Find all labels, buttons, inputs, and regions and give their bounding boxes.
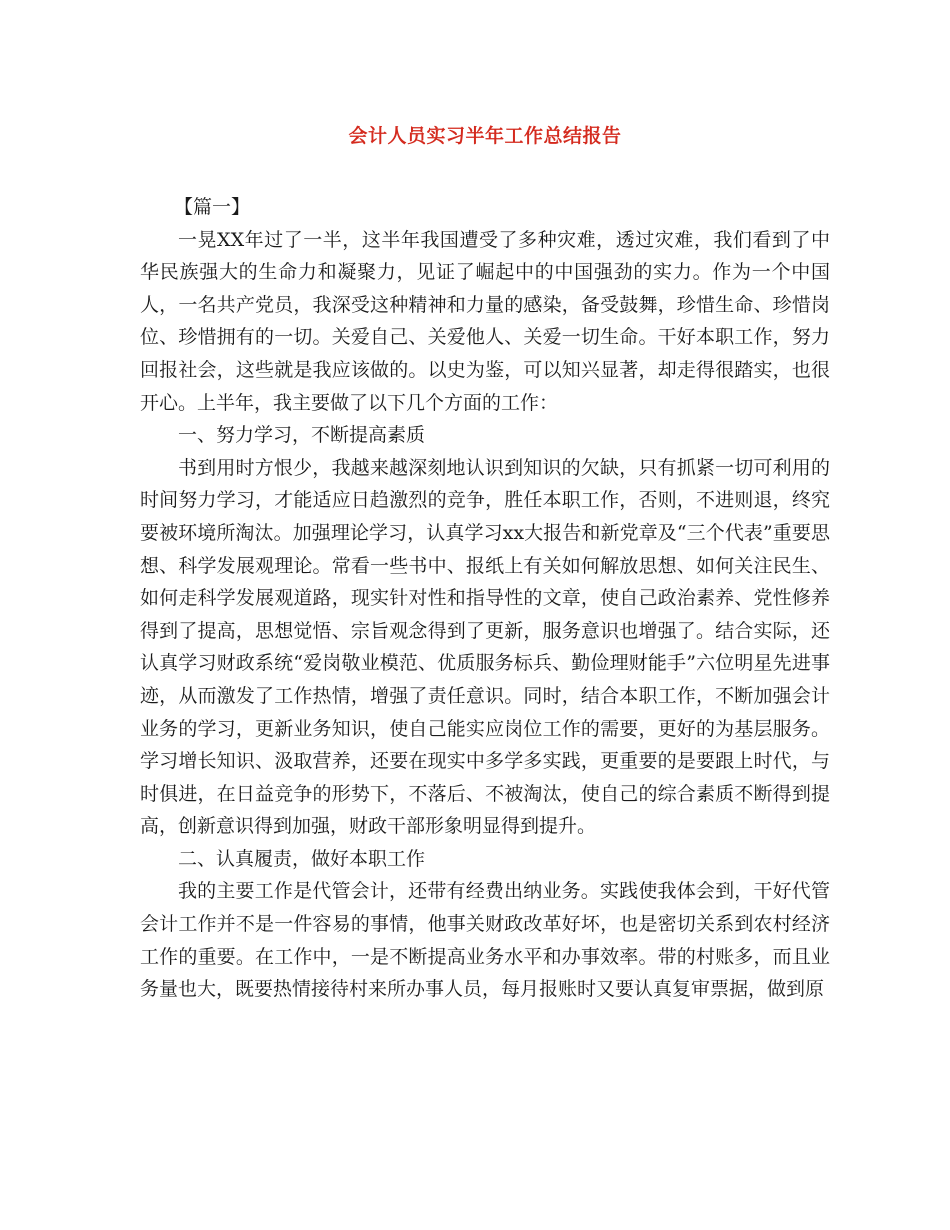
section-label: 【篇一】 bbox=[174, 196, 251, 218]
document-body bbox=[140, 191, 830, 1006]
heading-study: 一、努力学习，不断提高素质 bbox=[178, 424, 426, 447]
document-title: 会计人员实习半年工作总结报告 bbox=[348, 125, 622, 147]
heading-duty: 二、认真履责，做好本职工作 bbox=[178, 847, 426, 870]
paragraph-intro: 一晃XX年过了一半，这半年我国遭受了多种灾难，透过灾难，我们看到了中华民族强大的生命力和凝聚力，见证了崛起中的中国强劲的实力。作为一个中国人，一名共产党员，我深受这种精神和力量的感染，备受鼓舞，珍惜生命、珍惜岗位、珍惜拥有的一切。关爱自己、关爱他人、关爱一切生命。干好本职工作，努力回报社会，这些就是我应该做的。以史为鉴，可以知兴显著，却走得很踏实，也很开心。上半年，我主要做了以下几个方面的工作： bbox=[140, 228, 830, 414]
paragraph-study: 书到用时方恨少，我越来越深刻地认识到知识的欠缺，只有抓紧一切可利用的时间努力学习，才能适应日趋激烈的竞争，胜任本职工作，否则，不进则退，终究要被环境所淘汰。加强理论学习，认真学习xx大报告和新党章及“三个代表”重要思想、科学发展观理论。常看一些书中、报纸上有关如何解放思想、如何关注民生、如何走科学发展观道路，现实针对性和指导性的文章，使自己政治素养、党性修养得到了提高，思想觉悟、宗旨观念得到了更新，服务意识也增强了。结合实际，还认真学习财政系统“爱岗敬业模范、优质服务标兵、勤俭理财能手”六位明星先进事迹，从而激发了工作热情，增强了责任意识。同时，结合本职工作，不断加强会计业务的学习，更新业务知识，使自己能实应岗位工作的需要，更好的为基层服务。学习增长知识、汲取营养，还要在现实中多学多实践，更重要的是要跟上时代，与时俱进，在日益竞争的形势下，不落后、不被淘汰，使自己的综合素质不断得到提高，创新意识得到加强，财政干部形象明显得到提升。 bbox=[140, 456, 830, 838]
paragraph-duty: 我的主要工作是代管会计，还带有经费出纳业务。实践使我体会到，干好代管会计工作并不是一件容易的事情，他事关财政改革好坏，也是密切关系到农村经济工作的重要。在工作中，一是不断提高业务水平和办事效率。带的村账多，而且业务量也大，既要热情接待村来所办事人员，每月报账时又要认真复审票据，做到原 bbox=[140, 880, 830, 1001]
